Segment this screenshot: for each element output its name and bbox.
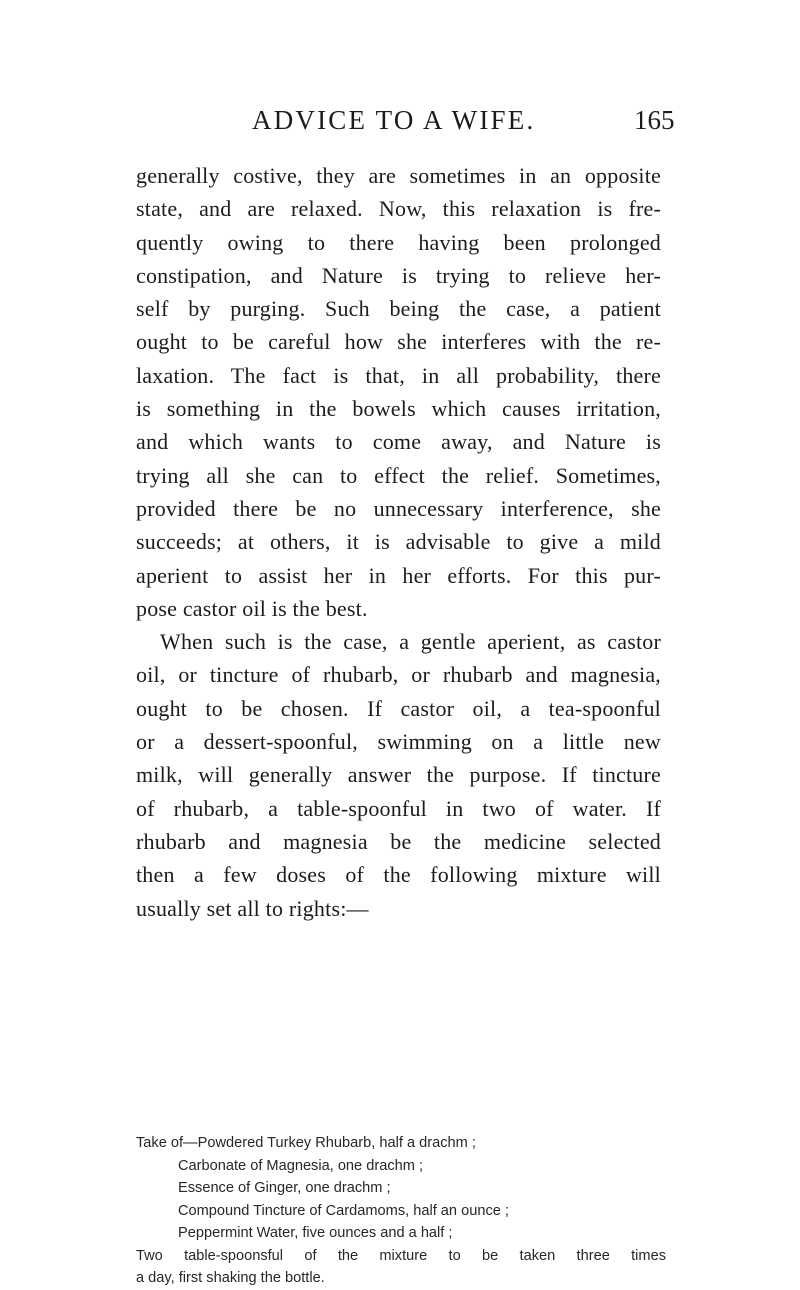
text-line: aperient to assist her in her efforts. For this pur-: [136, 562, 661, 588]
text-line: of rhubarb, a table-spoonful in two of water. If: [136, 795, 661, 821]
text-line: self by purging. Such being the case, a patient: [136, 296, 661, 322]
text-line: or a dessert-spoonful, swimming on a little new: [136, 729, 661, 755]
page-number: 165: [634, 105, 675, 135]
running-title: ADVICE TO A WIFE.: [252, 105, 536, 135]
text-line: oil, or tincture of rhubarb, or rhubarb and magnesia,: [136, 662, 661, 688]
body-text: [136, 159, 661, 925]
text-line: and which wants to come away, and Nature is: [136, 429, 661, 455]
text-line: quently owing to there having been prolonged: [136, 229, 661, 255]
text-line: laxation. The fact is that, in all probability, there: [136, 362, 661, 388]
recipe-line: Compound Tincture of Cardamoms, half an ounce ;: [178, 1202, 509, 1219]
text-line: state, and are relaxed. Now, this relaxation is fre-: [136, 196, 661, 222]
text-line: rhubarb and magnesia be the medicine selected: [136, 828, 661, 854]
page-header: [0, 102, 800, 142]
text-line: constipation, and Nature is trying to relieve her-: [136, 262, 661, 288]
text-line: ought to be chosen. If castor oil, a tea-spoonful: [136, 695, 661, 721]
recipe-direction: a day, first shaking the bottle.: [136, 1270, 325, 1286]
text-line: pose castor oil is the best.: [136, 595, 368, 621]
text-line: ought to be careful how she interferes with the re-: [136, 329, 661, 355]
recipe-line: Take of—Powdered Turkey Rhubarb, half a drachm ;: [136, 1135, 476, 1151]
text-line: usually set all to rights:—: [136, 895, 369, 921]
recipe-line: Essence of Ginger, one drachm ;: [178, 1180, 391, 1196]
text-line: provided there be no unnecessary interference, she: [136, 495, 661, 521]
text-line: milk, will generally answer the purpose. If tincture: [136, 762, 661, 788]
text-line: is something in the bowels which causes irritation,: [136, 396, 661, 422]
recipe-block: [136, 1132, 666, 1290]
text-line: trying all she can to effect the relief. Sometimes,: [136, 462, 661, 488]
recipe-direction: Two table-spoonsful of the mixture to be taken three times: [136, 1247, 666, 1264]
recipe-line: Carbonate of Magnesia, one drachm ;: [178, 1157, 423, 1174]
text-line: succeeds; at others, it is advisable to give a mild: [136, 529, 661, 555]
text-line: When such is the case, a gentle aperient, as castor: [160, 629, 661, 655]
text-line: generally costive, they are sometimes in an opposite: [136, 163, 661, 188]
text-line: then a few doses of the following mixture will: [136, 862, 661, 888]
recipe-line: Peppermint Water, five ounces and a half ;: [178, 1225, 453, 1241]
